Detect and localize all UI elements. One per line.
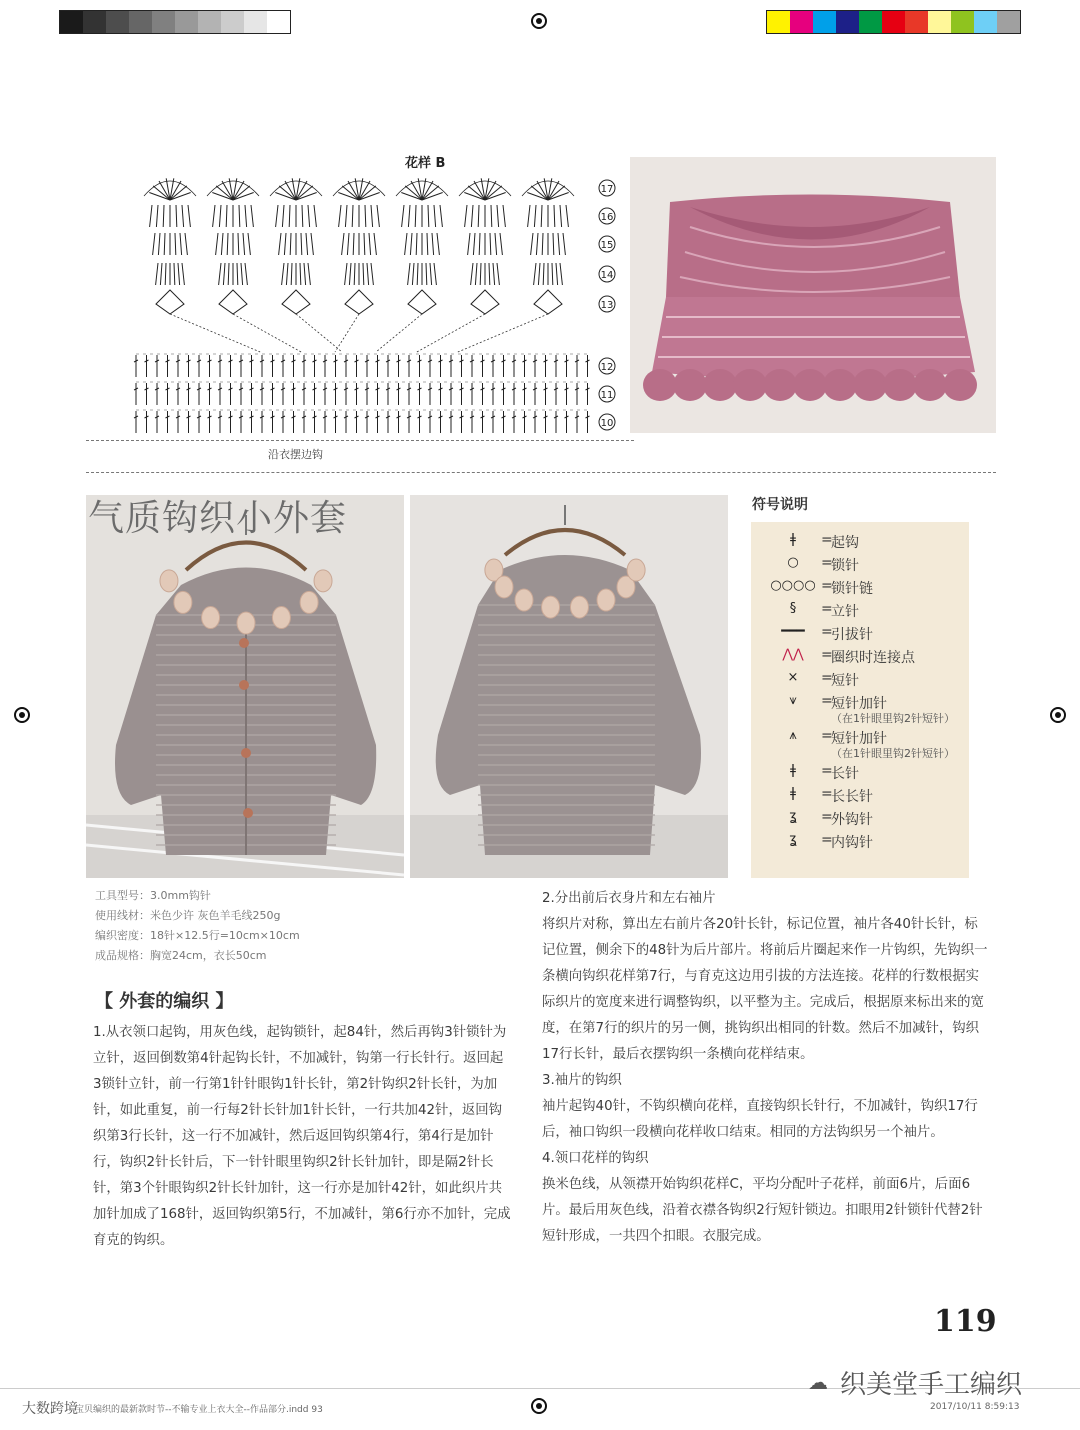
stitch-mark [156,263,158,285]
legend-label: 起钩 [831,535,859,551]
color-swatch [767,11,790,33]
stitch-mark [552,263,553,285]
legend-item [765,670,955,693]
stitch-mark [347,233,349,255]
stitch-mark [401,192,422,200]
chain-loop [458,314,548,352]
divider [86,440,634,441]
legend-note: （在1针眼里钩2针短针） [831,747,955,760]
row-number: 14 [600,270,614,281]
equals-sign: = [821,647,833,663]
row-number: 16 [600,212,614,223]
stitch-mark [238,233,239,255]
stitch-symbol-icon: ʓ [789,832,797,847]
stitch-mark [153,233,155,255]
step-4-heading: 4.领口花样的钩织 [542,1151,649,1166]
stitch-symbol-icon: ǂ [790,763,796,778]
stitch-mark [538,263,540,285]
stitch-mark [531,233,533,255]
section-heading: 【 外套的编织 】 [95,991,234,1012]
stitch-mark [548,192,569,200]
stitch-mark [495,233,497,255]
legend-item [765,809,955,832]
stitch-mark [480,263,481,285]
stitch-mark [371,205,373,227]
stitch-mark [248,233,250,255]
stitch-mark [422,192,443,200]
stitch-mark [286,263,288,285]
step-3-text: 袖片起钩40针，不钩织横向花样，直接钩织长针行，不加减针，钩织17行后，袖口钩织一段横向花样收口结束。相同的方法钩织另一个袖片。 [542,1099,978,1140]
legend-heading: 符号说明 [752,497,808,513]
gray-swatch [175,11,198,33]
leaf-motif [300,591,318,613]
stitch-mark [437,233,439,255]
stitch-mark [471,290,499,314]
stitch-mark [345,205,347,227]
stitch-mark [178,263,180,285]
equals-sign: = [821,555,833,571]
stitch-mark [408,263,410,285]
stitch-mark [352,205,353,227]
watermark: 织美堂手工编织 [840,1370,1023,1400]
stitch-mark [408,205,410,227]
stitch-symbol-icon: ǂ [790,532,796,547]
ruffle-scallop [703,369,737,401]
equals-sign: = [821,832,833,848]
registration-mark-icon [14,707,30,723]
stitch-mark [489,263,490,285]
stitch-mark [534,263,536,285]
stitch-mark [560,263,562,285]
stitch-mark [468,233,470,255]
stitch-mark [490,233,491,255]
stitch-mark [213,205,215,227]
stitch-mark [165,263,166,285]
stitch-mark [233,192,254,200]
stitch-mark [428,205,429,227]
stitch-mark [276,205,278,227]
color-swatch [928,11,951,33]
stitch-mark [558,233,560,255]
color-swatch [813,11,836,33]
stitch-mark [415,205,416,227]
stitch-mark [290,233,291,255]
stitch-mark [541,205,542,227]
gray-swatch [83,11,106,33]
stitch-mark [212,192,233,200]
stitch-mark [251,205,253,227]
stitch-symbol-icon: ⋀⋀ [782,647,804,662]
page-number: 119 [934,1304,997,1339]
stitch-symbol-icon: ǂ [790,786,796,801]
equals-sign: = [821,693,833,709]
stitch-mark [542,233,543,255]
legend-item [765,647,955,670]
stitch-mark [180,233,182,255]
article-title: 气质钩织小外套 [88,498,348,539]
stitch-mark [527,192,548,200]
stitch-mark [314,205,316,227]
equals-sign: = [821,670,833,686]
stitch-mark [367,263,369,285]
stitch-mark [563,233,565,255]
sweater-photo-front [86,495,404,878]
footer-brand: 大数跨境 [22,1401,78,1417]
stitch-mark [296,192,317,200]
stitch-mark [364,233,365,255]
stitch-mark [170,192,191,200]
stitch-mark [158,233,160,255]
stitch-symbol-icon: ⩚ [789,728,797,743]
stitch-mark [345,263,347,285]
legend-label: 圈织时连接点 [831,650,915,666]
legend-label: 引拔针 [831,627,873,643]
row-number: 12 [600,362,614,373]
stitch-mark [149,192,170,200]
chain-loop [233,314,301,352]
spec-line: 编织密度：18针×12.5行=10cm×10cm [95,929,300,942]
instructions-step-1: 1.从衣领口起钩，用灰色线，起钩锁针，起84针，然后再钩3针锁针为立针，返回倒数第4针起钩长针，不加减针，钩第一行长针行。返回起3锁针立针，前一行第1针针眼钩1针长针，第2针钩织2针长针，为加针，如此重复，前一行每2针长针加1针长针，一行共加42针，返回钩织第3行长针，这一行不加减针，然后返回钩织第4行，第4行是加针行，钩织2针长针后，下一针针眼里钩织2针长针加针，即是隔2针长针，第3个针眼钩织2针长针加针，这一行亦是加针42针，如此织片共加针加成了168针，返回钩织第5行，不加减针，第6行亦不加针，完成育克的钩织。 [93,1025,511,1248]
stitch-mark [221,233,223,255]
stitch-mark [473,233,475,255]
spec-line: 工具型号：3.0mm钩针 [95,889,211,902]
stitch-mark [349,263,351,285]
stitch-mark [536,233,538,255]
chart-caption: 沿衣摆边钩 [268,448,323,461]
stitch-mark [556,263,558,285]
legend-label: 内钩针 [831,835,873,851]
stitch-symbol-icon: × [787,670,799,685]
stitch-mark [374,233,376,255]
stitch-mark [543,263,544,285]
stitch-mark [426,263,427,285]
stitch-mark [156,205,158,227]
equals-sign: = [821,763,833,779]
ruffle-scallop [793,369,827,401]
gray-swatch [106,11,129,33]
row-number: 13 [600,300,614,311]
registration-mark-icon [1050,707,1066,723]
stitch-mark [560,205,562,227]
stitch-mark [275,192,296,200]
legend-note: （在1针眼里钩2针短针） [831,712,955,725]
stitch-mark [282,290,310,314]
stitch-mark [176,205,177,227]
stitch-mark [354,263,355,285]
stitch-mark [478,205,479,227]
stitch-mark [239,205,240,227]
stitch-mark [471,205,473,227]
chain-loop [376,314,422,352]
stitch-mark [553,233,554,255]
stitch-symbol-icon: ━━━ [781,624,805,639]
symbol-legend [751,522,969,878]
stitch-mark [308,263,310,285]
stitch-mark [427,233,428,255]
stitch-symbol-icon: ʓ [789,809,797,824]
leaf-motif [202,607,220,629]
stitch-mark [503,205,505,227]
ruffle-scallop [823,369,857,401]
wechat-icon: ☁ [808,1370,828,1394]
stitch-mark [241,263,243,285]
row-number: 15 [600,240,614,251]
ruffle-scallop [763,369,797,401]
footer-timestamp: 2017/10/11 8:59:13 [930,1402,1020,1412]
leaf-motif [272,607,290,629]
instructions-right-column [542,886,988,1250]
stitch-mark [311,233,313,255]
legend-item [765,763,955,786]
step-4-text: 换米色线，从领襟开始钩织花样C，平均分配叶子花样，前面6片，后面6片。最后用灰色线，沿着衣襟各钩织2行短针锁边。扣眼用2针锁针代替2针短针形成，一共四个扣眼。衣服完成。 [542,1177,983,1244]
stitch-mark [174,263,175,285]
stitch-mark [369,233,371,255]
spec-list [95,886,515,966]
stitch-mark [226,205,227,227]
equals-sign: = [821,532,833,548]
chain-loop [417,314,485,352]
stitch-mark [223,263,225,285]
gray-swatch [152,11,175,33]
stitch-mark [245,205,247,227]
legend-item [765,624,955,647]
color-swatch [997,11,1020,33]
legend-label: 长针 [831,766,859,782]
ruffle-scallop [883,369,917,401]
legend-label: 长长针 [831,789,873,805]
gray-swatch [60,11,83,33]
stitch-mark [308,205,310,227]
stitch-mark [164,233,165,255]
stitch-mark [500,233,502,255]
stitch-mark [417,263,418,285]
equals-sign: = [821,624,833,640]
legend-item [765,578,955,601]
gray-swatch [244,11,267,33]
stitch-symbol-icon: ⩛ [789,693,797,708]
stitch-mark [175,233,176,255]
stitch-mark [534,290,562,314]
stitch-mark [237,263,238,285]
stitch-mark [416,233,417,255]
stitch-mark [300,263,301,285]
pink-sweater-photo [630,157,996,433]
leaf-motif [627,559,645,581]
color-swatch [882,11,905,33]
stitch-mark [497,263,499,285]
stitch-mark [475,263,477,285]
stitch-mark [410,233,412,255]
legend-label: 短针 [831,673,859,689]
chain-loop [296,314,342,352]
stitch-mark [219,263,221,285]
stitch-mark [434,205,436,227]
equals-sign: = [821,786,833,802]
legend-label: 立针 [831,604,859,620]
color-swatch [974,11,997,33]
stitch-mark [339,205,341,227]
color-strip [766,10,1021,34]
color-swatch [859,11,882,33]
legend-label: 短针加针 [831,731,887,747]
registration-mark-icon [531,1398,547,1414]
ruffle-scallop [733,369,767,401]
legend-item [765,555,955,578]
stitch-mark [227,233,228,255]
stitch-mark [345,290,373,314]
color-swatch [951,11,974,33]
stitch-mark [412,263,414,285]
legend-label: 短针加针 [831,696,887,712]
stitch-mark [402,205,404,227]
leaf-motif [515,589,533,611]
equals-sign: = [821,578,833,594]
divider [86,472,996,473]
stitch-mark [491,205,492,227]
stitch-mark [440,205,442,227]
stitch-mark [182,263,184,285]
spec-line: 使用线材：米色少许 灰色羊毛线250g [95,909,281,922]
stitch-mark [363,263,364,285]
stitch-mark [301,233,302,255]
registration-mark-icon [531,13,547,29]
step-2-text: 将织片对称，算出左右前片各20针长针，标记位置，袖片各40针长针，标记位置，侧余下的48针为后片部片。将前后片圈起来作一片钩织，先钩织一条横向钩织花样第7行，与育克这边用引拔的方法连接。花样的行数根据实际织片的宽度来进行调整钩织，以平整为主。完成后，根据原来标出来的宽度，在第7行的织片的另一侧，挑钩织出相同的针数。然后不加减针，钩织17行长针，最后衣摆钩织一条横向花样结束。 [542,917,988,1062]
stitch-mark [430,263,432,285]
step-3-heading: 3.袖片的钩织 [542,1073,622,1088]
stitch-mark [342,233,344,255]
chain-loop [335,314,359,352]
stitch-mark [228,263,229,285]
stitch-mark [371,263,373,285]
ruffle-scallop [673,369,707,401]
stitch-mark [434,263,436,285]
gray-swatch [267,11,290,33]
color-swatch [905,11,928,33]
equals-sign: = [821,728,833,744]
equals-sign: = [821,809,833,825]
stitch-mark [432,233,434,255]
stitch-mark [284,233,286,255]
stitch-symbol-icon: ○○○○ [770,578,816,593]
leaf-motif [570,596,588,618]
row-number: 10 [600,418,614,429]
stitch-mark [405,233,407,255]
chain-loop [170,314,260,352]
leaf-motif [237,612,255,634]
stitch-mark [377,205,379,227]
legend-item [765,601,955,624]
stitch-mark [219,205,221,227]
stitch-mark [243,233,245,255]
row-number: 11 [600,390,614,401]
grayscale-strip [59,10,291,34]
stitch-mark [534,205,536,227]
stitch-mark [338,192,359,200]
legend-label: 锁针链 [831,581,873,597]
stitch-mark [485,192,506,200]
step-2-heading: 2.分出前后衣身片和左右袖片 [542,891,716,906]
stitch-mark [497,205,499,227]
stitch-mark [289,205,290,227]
stitch-mark [471,263,473,285]
stitch-mark [282,263,284,285]
leaf-motif [495,576,513,598]
stitch-mark [306,233,308,255]
stitch-mark [353,233,354,255]
leaf-motif [597,589,615,611]
sweater-photo-back [410,495,728,878]
stitch-mark [464,192,485,200]
legend-label: 外钩针 [831,812,873,828]
legend-item [765,786,955,809]
stitch-mark [291,263,292,285]
equals-sign: = [821,601,833,617]
stitch-mark [160,263,162,285]
stitch-mark [185,233,187,255]
stitch-mark [554,205,555,227]
leaf-motif [160,570,178,592]
stitch-mark [566,205,568,227]
leaf-motif [314,570,332,592]
stitch-mark [493,263,495,285]
stitch-mark [219,290,247,314]
stitch-mark [365,205,366,227]
spec-line: 成品规格：胸宽24cm，衣长50cm [95,949,267,962]
ruffle-scallop [853,369,887,401]
stitch-mark [465,205,467,227]
leaf-motif [174,591,192,613]
legend-item [765,532,955,555]
footer-filename: 宝贝编织的最新款时节--不输专业上衣大全--作品部分.indd 93 [75,1405,323,1415]
stitch-mark [408,290,436,314]
stitch-symbol-icon: § [789,601,797,616]
legend-label: 锁针 [831,558,859,574]
gray-swatch [129,11,152,33]
stitch-mark [182,205,184,227]
stitch-mark [150,205,152,227]
ruffle-scallop [943,369,977,401]
row-number: 17 [600,184,614,195]
stitch-mark [245,263,247,285]
ruffle-scallop [643,369,677,401]
stitch-mark [282,205,284,227]
stitch-mark [359,192,380,200]
gray-swatch [221,11,244,33]
legend-item [765,832,955,855]
stitch-mark [216,233,218,255]
crochet-chart [130,170,630,440]
stitch-mark [479,233,480,255]
stitch-mark [304,263,306,285]
leaf-motif [542,596,560,618]
gray-swatch [198,11,221,33]
color-swatch [790,11,813,33]
stitch-mark [163,205,164,227]
stitch-symbol-icon: ○ [787,555,799,570]
stitch-mark [302,205,303,227]
stitch-mark [279,233,281,255]
ruffle-scallop [913,369,947,401]
stitch-mark [188,205,190,227]
stitch-mark [528,205,530,227]
chart-title: 花样 B [405,156,446,171]
stitch-mark [156,290,184,314]
color-swatch [836,11,859,33]
